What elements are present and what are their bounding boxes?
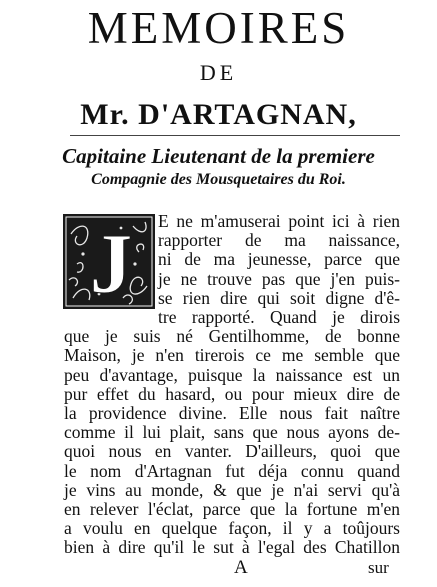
text-line: en relever l'éclat, parce que la fortune m'en — [64, 499, 400, 519]
text-line: se rien dire qui soit digne d'ê- — [158, 287, 400, 308]
subtitle-line-2: Compagnie des Mousquetaires du Roi. — [91, 171, 346, 188]
drop-cap-letter: J — [89, 215, 133, 309]
text-line: la providence divine. Elle nous fait naître — [64, 403, 400, 423]
text-line: je ne trouve pas que j'en puis- — [158, 268, 400, 289]
title-rule — [70, 135, 400, 136]
text-line: comme il lui plait, sans que nous ayons de- — [64, 422, 400, 443]
subtitle-line-1: Capitaine Lieutenant de la premiere — [62, 144, 375, 168]
text-line: le nom d'Artagnan fut déja connu quand — [64, 460, 400, 481]
author-name: Mr. D'ARTAGNAN, — [80, 98, 357, 131]
title-connector: DE — [199, 60, 238, 85]
text-line: pur effet du hasard, ou pour mieux dire de — [64, 383, 400, 404]
text-line: rapporter de ma naissance, — [158, 230, 400, 251]
text-line: tre rapporté. Quand je dirois — [158, 307, 400, 327]
text-line: bien à dire qu'il le sut à l'egal des Chatillon — [64, 537, 400, 558]
page-title: MEMOIRES — [87, 3, 350, 53]
text-line: a voulu en quelque façon, il y a toûjours — [64, 518, 400, 539]
text-line: peu d'avantage, puisque la naissance est un — [64, 364, 400, 385]
text-line: ni de ma jeunesse, parce que — [158, 249, 400, 270]
text-line: je vins au monde, & que je n'ai servi qu'à — [64, 479, 400, 500]
text-line: E ne m'amuserai point ici à rien — [158, 211, 400, 231]
text-line: quoi nous en vanter. D'ailleurs, quoi que — [64, 441, 400, 462]
ornamental-drop-cap — [63, 214, 155, 309]
text-line: Maison, je n'en tirerois ce me semble que — [64, 345, 400, 366]
signature-mark: A — [234, 556, 248, 578]
catchword: sur — [368, 557, 389, 577]
text-line: que je suis né Gentilhomme, de bonne — [64, 326, 400, 347]
